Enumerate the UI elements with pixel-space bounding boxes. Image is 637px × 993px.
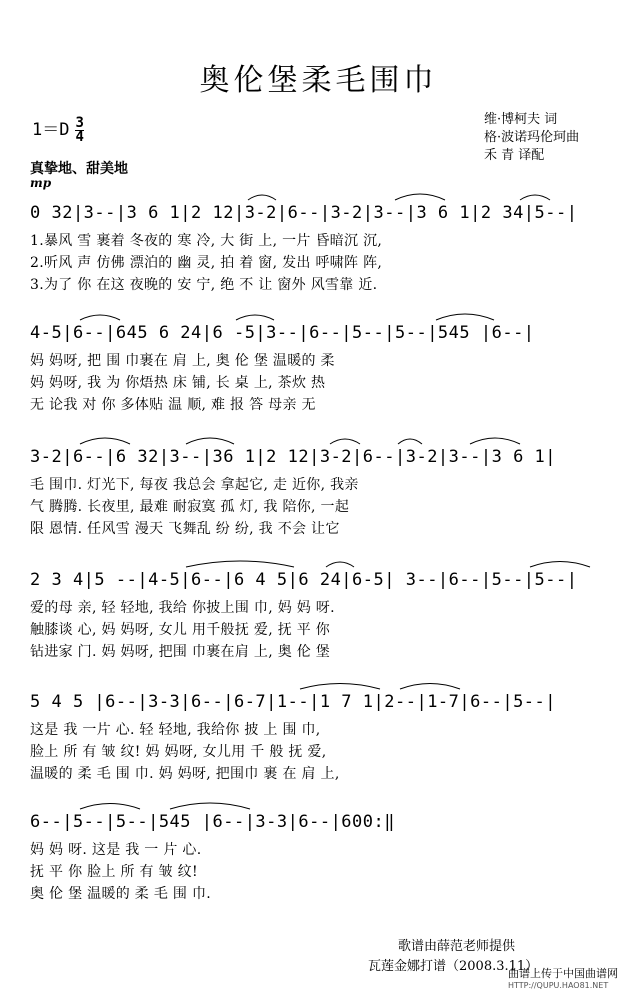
watermark-text: 曲谱上传于中国曲谱网 (508, 967, 618, 980)
slur-arc (248, 195, 276, 200)
lyric-line-3-verse-2: 气 腾腾. 长夜里, 最难 耐寂寞 孤 灯, 我 陪你, 一起 (30, 499, 350, 515)
lyric-line-4-verse-3: 钻进家 门. 妈 妈呀, 把围 巾裹在肩 上, 奥 伦 堡 (30, 644, 331, 660)
time-numerator: 3 (75, 114, 84, 131)
notation-line-4: 2 3 4|5 --|4-5|6--|6 4 5|6 24|6-5| 3--|6--|5--|5--| (30, 570, 578, 590)
slur-arc (170, 803, 250, 809)
credit-lyricist: 维·博柯夫 词 (484, 112, 558, 127)
slur-arc (186, 561, 294, 567)
watermark-url: HTTP://QUPU.HAO81.NET (508, 981, 609, 990)
slur-arc (186, 438, 234, 444)
lyric-line-5-verse-3: 温暖的 柔 毛 围 巾. 妈 妈呀, 把围巾 裹 在 肩 上, (30, 766, 340, 782)
notation-line-3: 3-2|6--|6 32|3--|36 1|2 12|3-2|6--|3-2|3--|3 6 1| (30, 447, 557, 467)
dynamic-marking: mp (30, 176, 52, 190)
lyric-line-5-verse-1: 这是 我 一片 心. 轻 轻地, 我给你 披 上 围 巾, (30, 722, 321, 738)
lyric-line-1-verse-2: 2.听风 声 仿佛 漂泊的 幽 灵, 拍 着 窗, 发出 呼啸阵 阵, (30, 255, 383, 271)
slur-arc (398, 439, 422, 444)
lyric-line-2-verse-3: 无 论我 对 你 多体贴 温 顺, 难 报 答 母亲 无 (30, 397, 316, 413)
time-denominator: 4 (75, 128, 84, 145)
lyric-line-4-verse-2: 触膝谈 心, 妈 妈呀, 女儿 用千般抚 爱, 抚 平 你 (30, 622, 331, 638)
key-label: 1＝D (32, 120, 70, 140)
lyric-line-3-verse-1: 毛 围巾. 灯光下, 每夜 我总会 拿起它, 走 近你, 我亲 (30, 477, 359, 493)
slur-arc (436, 314, 494, 320)
lyric-line-6-verse-2: 抚 平 你 脸上 所 有 皱 纹! (30, 864, 198, 880)
notation-line-6: 6--|5--|5--|545 |6--|3-3|6--|600:‖ (30, 812, 395, 832)
slur-arc (400, 684, 460, 690)
slur-arc (80, 315, 120, 320)
lyric-line-4-verse-1: 爱的母 亲, 轻 轻地, 我给 你披上围 巾, 妈 妈 呀. (30, 600, 335, 616)
slur-arc (330, 439, 360, 444)
credit-composer: 格·波诺玛伦珂曲 (484, 130, 580, 145)
lyric-line-6-verse-1: 妈 妈 呀. 这是 我 一 片 心. (30, 842, 202, 858)
lyric-line-1-verse-3: 3.为了 你 在这 夜晚的 安 宁, 绝 不 让 窗外 风雪靠 近. (30, 277, 378, 293)
slur-arc (80, 804, 140, 810)
notation-line-1: 0 32|3--|3 6 1|2 12|3-2|6--|3-2|3--|3 6 1|2 34|5--| (30, 203, 578, 223)
slur-arc (530, 562, 590, 568)
lyric-line-2-verse-1: 妈 妈呀, 把 围 巾裹在 肩 上, 奥 伦 堡 温暖的 柔 (30, 353, 335, 369)
credit-translator: 禾 青 译配 (484, 148, 545, 163)
slur-arc (236, 315, 274, 320)
site-watermark (508, 968, 618, 992)
slur-arc (470, 438, 520, 444)
slur-arc (80, 438, 130, 444)
lyric-line-3-verse-3: 限 恩情. 任风雪 漫天 飞舞乱 纷 纷, 我 不会 让它 (30, 521, 340, 537)
lyric-line-5-verse-2: 脸上 所 有 皱 纹! 妈 妈呀, 女儿用 千 般 抚 爱, (30, 744, 327, 760)
page-title: 奥伦堡柔毛围巾 (199, 63, 438, 98)
tempo-marking: 真挚地、甜美地 (30, 161, 128, 177)
lyric-line-2-verse-2: 妈 妈呀, 我 为 你焐热 床 铺, 长 桌 上, 茶炊 热 (30, 375, 326, 391)
score-provider: 歌谱由薛范老师提供 (398, 939, 516, 954)
slur-arc (520, 195, 550, 200)
score-typist: 瓦莲金娜打谱（2008.3.11） (368, 959, 539, 974)
slur-arc (395, 194, 445, 200)
lyric-line-1-verse-1: 1.暴风 雪 裹着 冬夜的 寒 冷, 大 街 上, 一片 昏暗沉 沉, (30, 233, 383, 249)
notation-line-2: 4-5|6--|645 6 24|6 -5|3--|6--|5--|5--|545 |6--| (30, 323, 535, 343)
slur-arc (326, 562, 354, 567)
slur-arc (300, 684, 380, 690)
lyric-line-6-verse-3: 奥 伦 堡 温暖的 柔 毛 围 巾. (30, 886, 212, 902)
notation-line-5: 5 4 5 |6--|3-3|6--|6-7|1--|1 7 1|2--|1-7|6--|5--| (30, 692, 557, 712)
